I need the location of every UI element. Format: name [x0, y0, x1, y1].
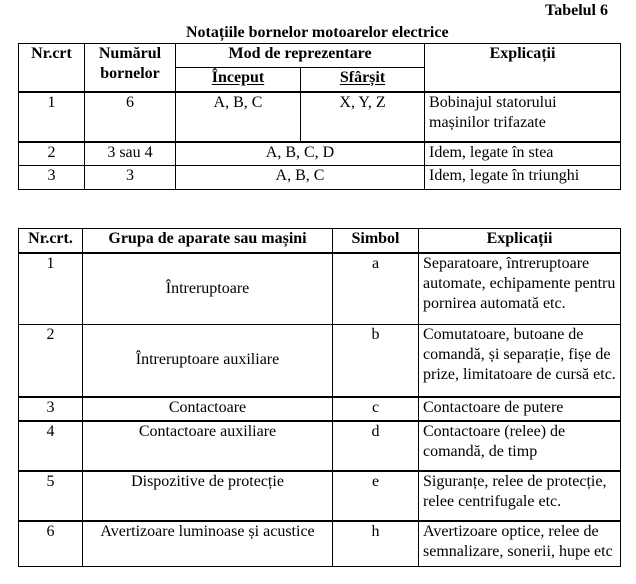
cell-simbol: a [333, 253, 419, 325]
cell-simbol: e [333, 471, 419, 521]
cell-numar: 3 sau 4 [85, 142, 176, 166]
device-symbol-table [18, 228, 621, 567]
table-row [19, 397, 621, 421]
cell-numar: 3 [85, 166, 176, 190]
cell-numar: 6 [85, 92, 176, 142]
cell-explicatii: Comutatoare, butoane de comandă, și separație, fișe de prize, limitatoare de cursă etc. [419, 325, 621, 397]
header-inceput [176, 68, 301, 92]
cell-grupa: Întreruptoare auxiliare [83, 325, 333, 397]
cell-explicatii: Separatoare, întreruptoare automate, echipamente pentru pornirea automată etc. [419, 253, 621, 325]
cell-mod: A, B, C [176, 166, 425, 190]
cell-grupa: Contactoare [83, 397, 333, 421]
table-row [19, 253, 621, 325]
terminal-notation-table [18, 43, 621, 190]
header-explicatii: Explicații [425, 44, 621, 92]
cell-grupa: Contactoare auxiliare [83, 421, 333, 471]
table-row [19, 471, 621, 521]
table-number: Tabelul 6 [545, 2, 608, 19]
header-nr: Nr.crt [19, 44, 85, 92]
cell-explicatii: Bobinajul statorului mașinilor trifazate [425, 92, 621, 142]
header-numar-line2: bornelor [100, 65, 160, 82]
header-nr: Nr.crt. [19, 229, 83, 253]
cell-grupa: Dispozitive de protecție [83, 471, 333, 521]
header-simbol: Simbol [333, 229, 419, 253]
cell-grupa: Întreruptoare [83, 253, 333, 325]
cell-nr: 4 [19, 421, 83, 471]
table-row [19, 166, 621, 190]
table-row [19, 521, 621, 567]
cell-explicatii: Idem, legate în stea [425, 142, 621, 166]
cell-simbol: b [333, 325, 419, 397]
cell-nr: 3 [19, 397, 83, 421]
header-grupa: Grupa de aparate sau mașini [83, 229, 333, 253]
cell-sfarsit: X, Y, Z [301, 92, 425, 142]
cell-nr: 3 [19, 166, 85, 190]
cell-explicatii: Contactoare de putere [419, 397, 621, 421]
cell-mod: A, B, C, D [176, 142, 425, 166]
table-row [19, 92, 621, 142]
table1-title: Notațiile bornelor motoarelor electrice [186, 24, 449, 41]
table-row [19, 421, 621, 471]
header-numar-bornelor [85, 44, 176, 92]
header-numar-line1: Numărul [98, 45, 162, 62]
cell-explicatii: Contactoare (relee) de comandă, de timp [419, 421, 621, 471]
header-explicatii: Explicații [419, 229, 621, 253]
cell-nr: 1 [19, 253, 83, 325]
cell-inceput: A, B, C [176, 92, 301, 142]
cell-nr: 2 [19, 142, 85, 166]
cell-nr: 1 [19, 92, 85, 142]
cell-nr: 2 [19, 325, 83, 397]
cell-simbol: h [333, 521, 419, 567]
table-row [19, 142, 621, 166]
cell-grupa: Avertizoare luminoase și acustice [83, 521, 333, 567]
cell-explicatii: Avertizoare optice, relee de semnalizare, sonerii, hupe etc [419, 521, 621, 567]
header-sfarsit [301, 68, 425, 92]
cell-nr: 5 [19, 471, 83, 521]
cell-explicatii: Siguranțe, relee de protecție, relee centrifugale etc. [419, 471, 621, 521]
header-mod-reprezentare: Mod de reprezentare [176, 44, 425, 68]
cell-explicatii: Idem, legate în triunghi [425, 166, 621, 190]
cell-simbol: c [333, 397, 419, 421]
header-sfarsit-text: Sfârșit [339, 69, 386, 86]
header-inceput-text: Început [211, 69, 265, 86]
table-row [19, 325, 621, 397]
cell-simbol: d [333, 421, 419, 471]
cell-nr: 6 [19, 521, 83, 567]
